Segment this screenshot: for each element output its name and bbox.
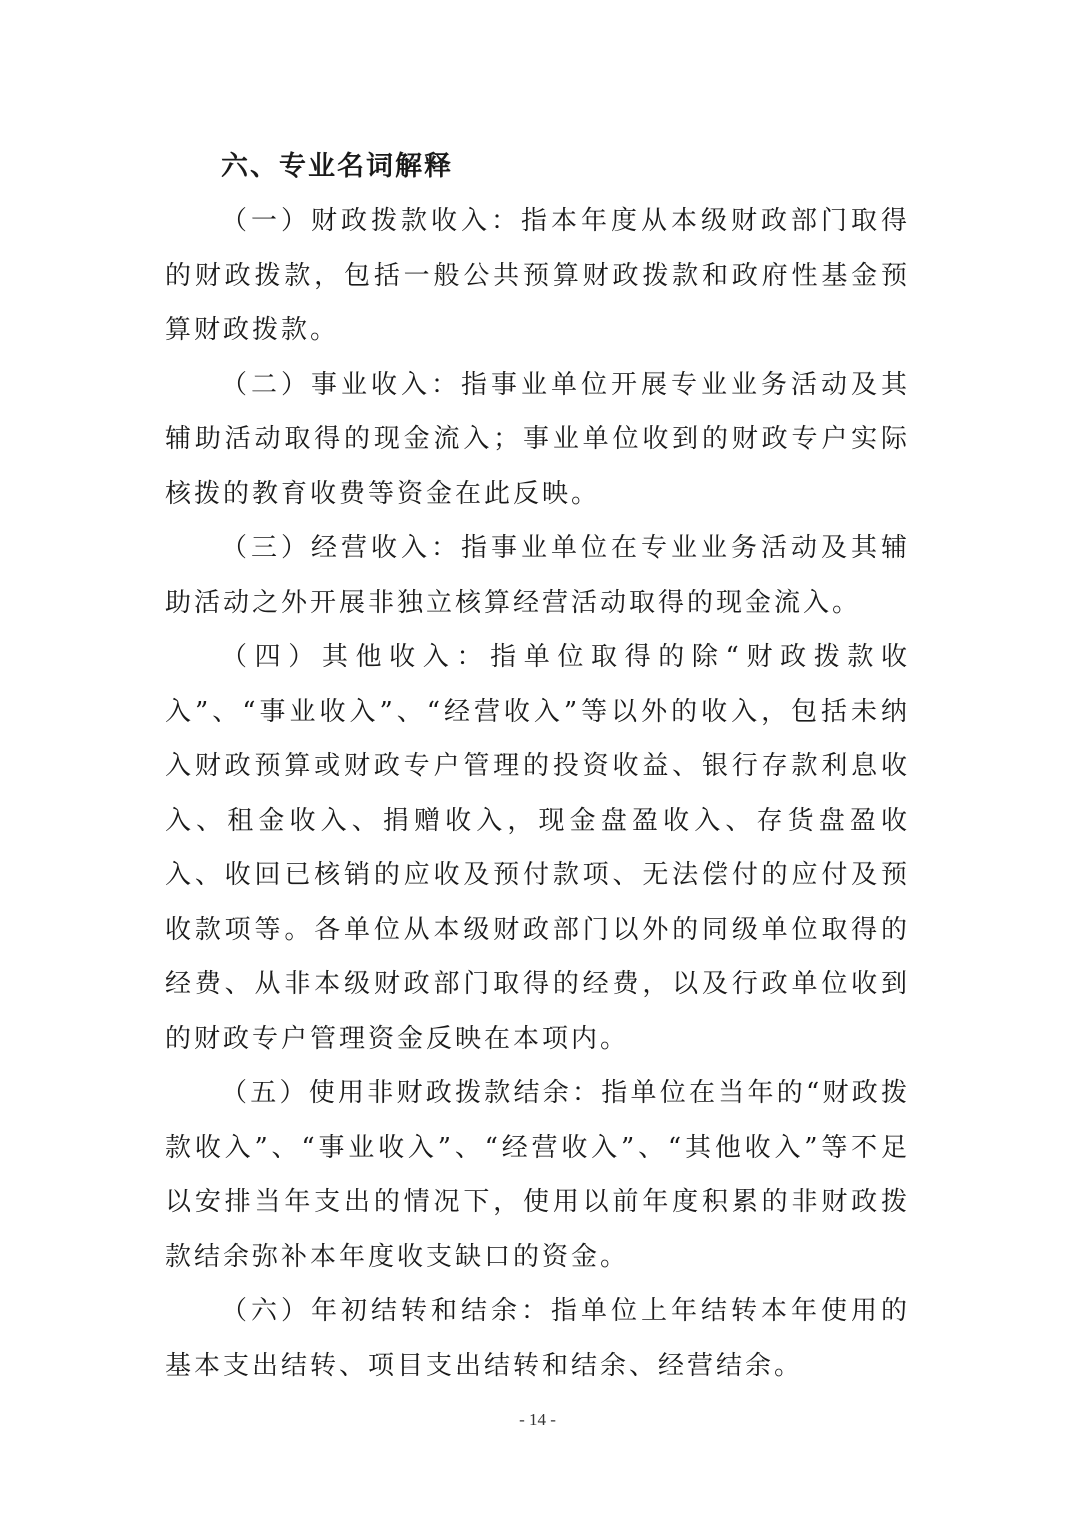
page-number: - 14 -	[519, 1410, 556, 1429]
paragraph-carryover-and-surplus: （六）年初结转和结余：指单位上年结转本年使用的基本支出结转、项目支出结转和结余、经营结余。	[165, 1296, 910, 1381]
section-heading: 六、专业名词解释	[221, 151, 453, 182]
page-content	[165, 140, 910, 1393]
paragraph-other-income: （四）其他收入：指单位取得的除“财政拨款收入”、“事业收入”、“经营收入”等以外的收入，包括未纳入财政预算或财政专户管理的投资收益、银行存款利息收入、租金收入、捐赠收入，现金盘盈收入、存货盘盈收入、收回已核销的应收及预付款项、无法偿付的应付及预收款项等。各单位从本级财政部门以外的同级单位取得的经费、从非本级财政部门取得的经费，以及行政单位收到的财政专户管理资金反映在本项内。	[165, 642, 910, 1054]
paragraph-business-income: （二）事业收入：指事业单位开展专业业务活动及其辅助活动取得的现金流入；事业单位收到的财政专户实际核拨的教育收费等资金在此反映。	[165, 369, 910, 509]
paragraph-fiscal-appropriation-income: （一）财政拨款收入：指本年度从本级财政部门取得的财政拨款，包括一般公共预算财政拨款和政府性基金预算财政拨款。	[165, 206, 910, 345]
paragraph-operating-income: （三）经营收入：指事业单位在专业业务活动及其辅助活动之外开展非独立核算经营活动取得的现金流入。	[165, 533, 910, 618]
paragraph-non-fiscal-surplus-use: （五）使用非财政拨款结余：指单位在当年的“财政拨款收入”、“事业收入”、“经营收入”、“其他收入”等不足以安排当年支出的情况下，使用以前年度积累的非财政拨款结余弥补本年度收支缺口的资金。	[165, 1078, 910, 1272]
